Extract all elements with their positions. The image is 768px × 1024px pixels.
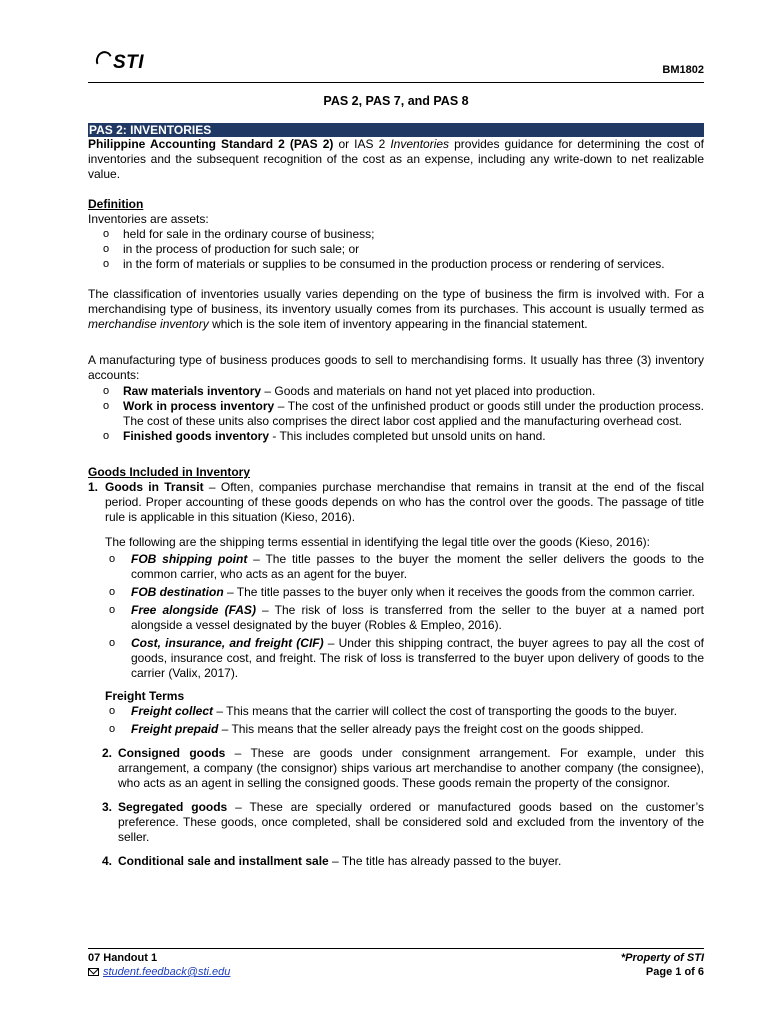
shipping-desc: – The risk of loss is transferred from the seller to the buyer at a named port alongside a vessel designated by the buyer (Robles & Empleo, 2016). [131,603,704,632]
inventory-accounts-list [88,384,704,444]
list-item [88,399,704,429]
shipping-term: Cost, insurance, and freight (CIF) [131,636,324,650]
freight-term: Freight collect [131,704,214,718]
document-body [88,137,704,869]
header-divider [88,82,704,83]
item-number: 2. [102,746,113,760]
classification-text-b: which is the sole item of inventory appearing in the financial statement. [208,317,588,331]
account-term: Work in process inventory [123,399,275,413]
item-desc: – These are goods under consignment arrangement. For example, under this arrangement, a company (the consignor) ships various art merchandise to another company (the consignee), who acts as an agent in selling the consigned goods. These goods remain the property of the consignor. [118,746,704,790]
freight-term: Freight prepaid [131,722,219,736]
intro-bold: Philippine Accounting Standard 2 (PAS 2) [88,137,334,151]
definition-lead: Inventories are assets: [88,212,209,226]
list-item [88,636,704,681]
account-sep: – [274,399,288,413]
freight-desc: – This means that the seller already pays the freight cost on the goods shipped. [218,722,644,736]
shipping-desc: – The title passes to the buyer only when it receives the goods from the common carrier. [223,585,696,599]
classification-italic: merchandise inventory [88,317,209,331]
footer-left [88,951,230,979]
list-item [88,552,704,582]
item-desc: – These are specially ordered or manufactured goods based on the customer’s preference. These goods, once completed, shall be considered sold and excluded from the inventory of the seller. [118,800,705,844]
shipping-term: FOB shipping point [131,552,248,566]
list-item [88,722,704,737]
list-item: o in the form of materials or supplies to be consumed in the production process or rendering of services. [88,257,704,272]
shipping-term: FOB destination [131,585,224,599]
account-sep: – [261,384,275,398]
footer-email-row [88,965,230,979]
list-item [88,429,704,444]
list-item [88,585,704,600]
mail-icon [88,968,99,976]
goods-heading: Goods Included in Inventory [88,465,251,479]
freight-desc: – This means that the carrier will collect the cost of transporting the goods to the buyer. [213,704,678,718]
footer-divider [88,948,704,949]
email-link[interactable]: student.feedback@sti.edu [103,966,231,978]
property-label: *Property of STI [620,952,704,964]
account-desc: This includes completed but unsold units on hand. [279,429,546,443]
item-desc: – The title has already passed to the buyer. [328,854,562,868]
intro-mid: or IAS 2 [333,137,391,151]
item-number: 3. [102,800,113,814]
freight-heading: Freight Terms [105,689,185,703]
shipping-terms-list [88,552,704,681]
document-code: BM1802 [662,64,704,76]
item-term: Segregated goods [118,800,228,814]
logo-swoosh-icon [93,49,114,71]
handout-label: 07 Handout 1 [88,952,158,964]
list-item: o held for sale in the ordinary course of business; [88,227,704,242]
list-item: o in the process of production for such sale; or [88,242,704,257]
footer-right [621,951,704,979]
sti-logo [96,51,144,74]
item-term: Goods in Transit [105,480,204,494]
shipping-desc: – The title passes to the buyer the moment the seller delivers the goods to the common carrier, who acts as an agent for the buyer. [131,552,704,581]
section-heading-bar: PAS 2: INVENTORIES [88,123,704,137]
definition-list [88,227,704,272]
shipping-desc: – Under this shipping contract, the buyer agrees to pay all the cost of goods, insurance cost, and freight. The risk of loss is transferred to the buyer upon delivery of goods to the carrier (Valix, 2017). [131,636,704,680]
list-item [88,384,704,399]
freight-terms-list [88,704,704,737]
page-number: Page 1 of 6 [645,966,704,978]
item-number: 1. [88,480,99,494]
intro-rest: provides guidance for determining the cost of inventories and the subsequent recognition of the cost as an expense, including any write-down to net realizable value. [88,137,705,181]
item-number: 4. [102,854,113,868]
list-item [88,603,704,633]
page-header [88,48,704,80]
account-sep: - [269,429,280,443]
account-desc: The cost of the unfinished product or goods still under the production process. The cost of these units also comprises the direct labor cost applied and the manufacturing overhead cost. [123,399,705,428]
shipping-term: Free alongside (FAS) [131,603,256,617]
classification-paragraph [88,287,704,332]
account-term: Raw materials inventory [123,384,262,398]
document-title: PAS 2, PAS 7, and PAS 8 [323,94,469,108]
definition-heading: Definition [88,197,144,211]
intro-italic: Inventories [390,137,450,151]
account-term: Finished goods inventory [123,429,270,443]
list-item [88,704,704,719]
goods-item-1 [88,480,704,525]
goods-item-4 [88,854,704,869]
manufacturing-paragraph: A manufacturing type of business produces goods to sell to merchandising forms. It usually has three (3) inventory accounts: [88,353,704,382]
shipping-lead: The following are the shipping terms essential in identifying the legal title over the goods (Kieso, 2016): [105,535,650,549]
item-term: Consigned goods [118,746,226,760]
pas2-intro [88,137,704,182]
classification-text-a: The classification of inventories usually varies depending on the type of business the firm is involved with. For a merchandising type of business, its inventory usually comes from its purchases. This account is usually termed as [88,287,704,316]
logo-text: STI [113,52,145,73]
goods-item-3 [88,800,704,845]
item-desc: – Often, companies purchase merchandise that remains in transit at the end of the fiscal period. Proper accounting of these goods depends on who has the control over the goods. The passage of title rule is applicable in this situation (Kieso, 2016). [105,480,704,524]
goods-item-2 [88,746,704,791]
account-desc: Goods and materials on hand not yet placed into production. [274,384,596,398]
item-term: Conditional sale and installment sale [118,854,329,868]
